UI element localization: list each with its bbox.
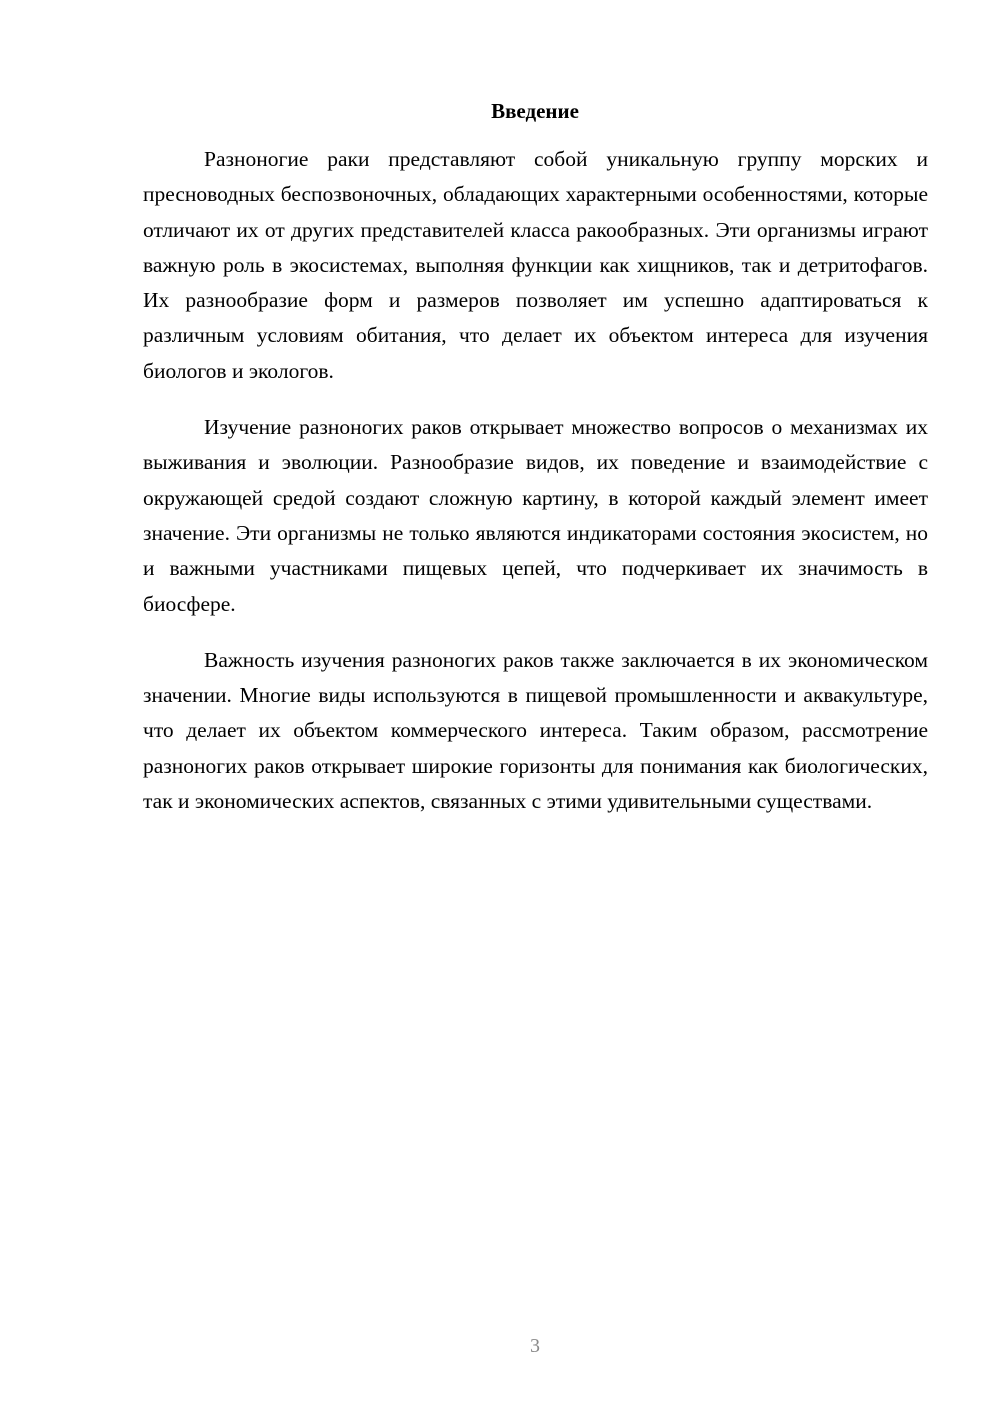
body-text <box>143 142 928 840</box>
page-number: 3 <box>530 1335 540 1357</box>
paragraph-2: Изучение разноногих раков открывает множество вопросов о механизмах их выживания и эволюции. Разнообразие видов, их поведение и взаимодействие с окружающей средой создают сложную картину, в которой каждый элемент имеет значение. Эти организмы не только являются индикаторами состояния экосистем, но и важными участниками пищевых цепей, что подчеркивает их значимость в биосфере. <box>143 415 928 616</box>
paragraph-1: Разноногие раки представляют собой уникальную группу морских и пресноводных беспозвоночных, обладающих характерными особенностями, которые отличают их от других представителей класса ракообразных. Эти организмы играют важную роль в экосистемах, выполняя функции как хищников, так и детритофагов. Их разнообразие форм и размеров позволяет им успешно адаптироваться к различным условиям обитания, что делает их объектом интереса для изучения биологов и экологов. <box>143 147 928 383</box>
section-title: Введение <box>491 99 579 123</box>
paragraph-3: Важность изучения разноногих раков также заключается в их экономическом значении. Многие виды используются в пищевой промышленности и аквакультуре, что делает их объектом коммерческого интереса. Таким образом, рассмотрение разноногих раков открывает широкие горизонты для понимания как биологических, так и экономических аспектов, связанных с этими удивительными существами. <box>143 647 928 814</box>
